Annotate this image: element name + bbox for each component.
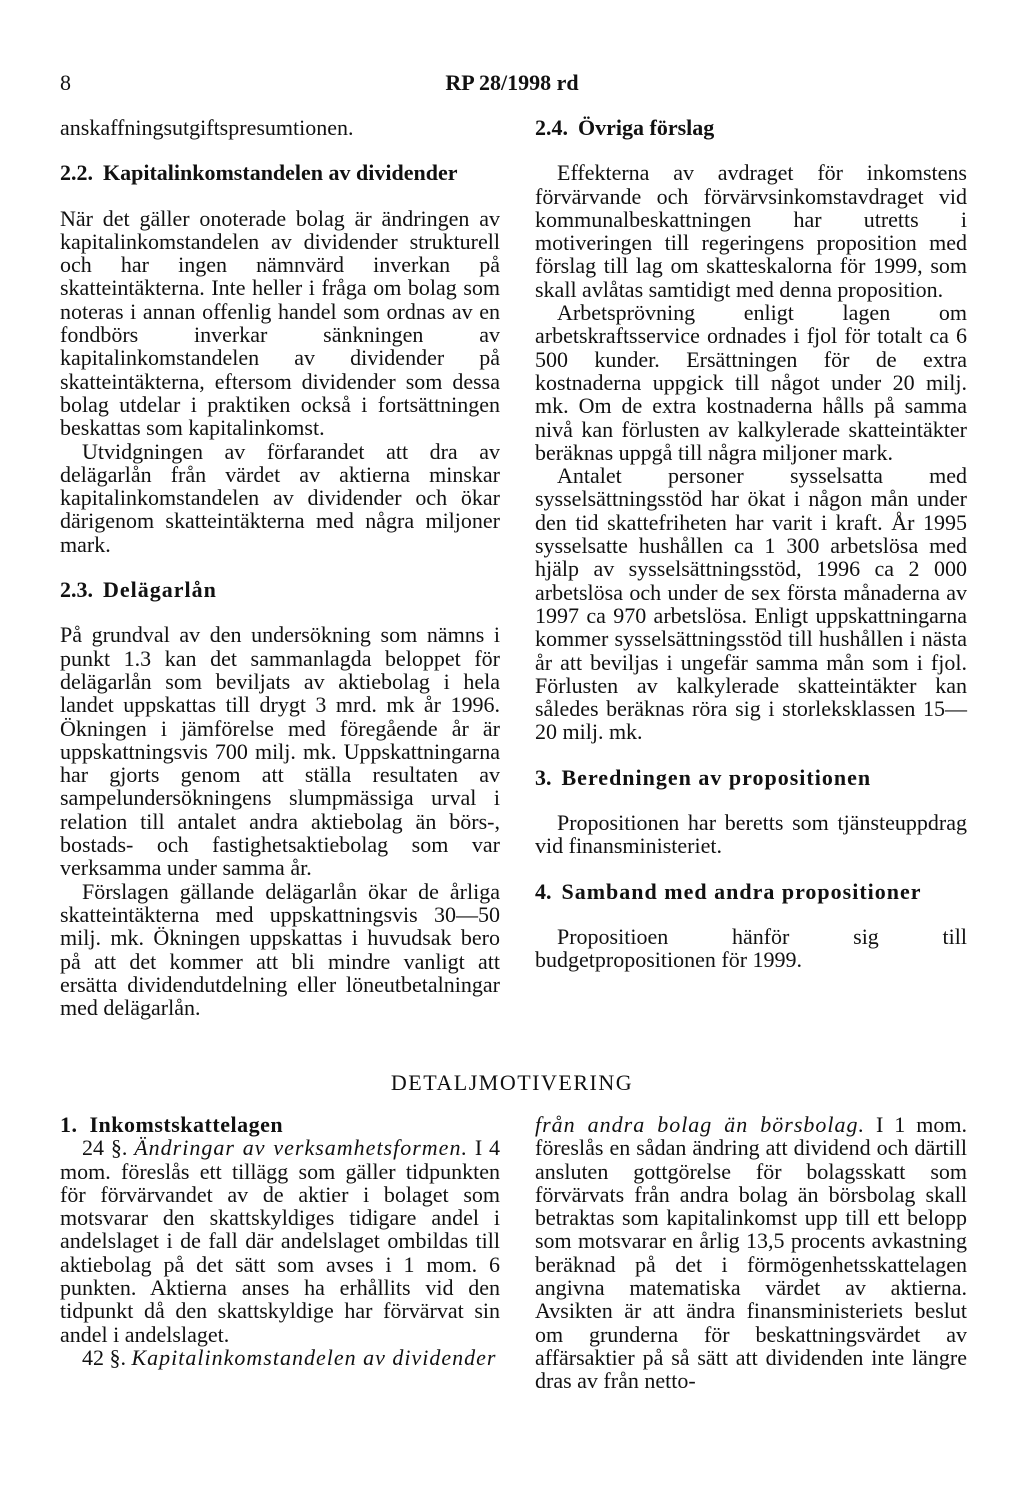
section-title: Samband med andra propositioner bbox=[561, 878, 922, 904]
paragraph bbox=[60, 1346, 500, 1369]
section-number: 2.3. bbox=[60, 577, 93, 603]
paragraph: Arbetsprövning enligt lagen om arbetskraftsservice ordnades i fjol för totalt ca 6 500 kunder. Ersättningen för de extra kostnaderna uppgick till något under 20 milj. mk. Om de extra kostnaderna hålls på samma nivå kan förlusten av kalkylerade skatteintäkter beräknas uppgå till några miljoner mark. bbox=[535, 300, 967, 465]
paragraph-lead: 24 §. bbox=[82, 1135, 128, 1161]
paragraph-italic: Kapitalinkomstandelen av dividender bbox=[131, 1344, 497, 1370]
section-title: Övriga förslag bbox=[578, 115, 715, 140]
paragraph-italic: Ändringar av verksamhetsformen. bbox=[134, 1135, 468, 1161]
paragraph: På grundval av den undersökning som nämns i punkt 1.3 kan det sammanlagda beloppet för delägarlån som beviljats av aktiebolag i hela landet uppskattas till drygt 3 mrd. mk år 1996. Ökningen i jämförelse med föregående år är uppskattningsvis 700 milj. mk. Uppskattningarna har gjorts genom att ställa resultaten av sampelundersökningens slumpmässiga urval i relation till antalet andra aktiebolag än börs-, bostads- och fastighetsaktiebolag som var verksamma under samma år. bbox=[60, 622, 500, 881]
section-number: 2.4. bbox=[535, 115, 568, 140]
section-number: 2.2. bbox=[60, 160, 93, 186]
left-column-top bbox=[60, 116, 500, 1019]
paragraph: Propositionen har beretts som tjänsteuppdrag vid finansministeriet. bbox=[535, 810, 967, 859]
paragraph bbox=[535, 1113, 967, 1393]
paragraph: Utvidgningen av förfarandet att dra av delägarlån från värdet av aktierna minskar kapitalinkomstandelen av dividender och ökar därigenom skatteintäkterna med några miljoner mark. bbox=[60, 438, 500, 557]
paragraph-lead: 42 §. bbox=[82, 1344, 126, 1370]
paragraph: När det gäller onoterade bolag är ändringen av kapitalinkomstandelen av dividender strukturell och har ingen nämnvärd inverkan på skatteintäkterna. Inte heller i fråga om bolag som noteras i annan offenlig handel som ordnas av en fondbörs inverkar sänkningen av kapitalinkomstandelen av dividender på skatteintäkterna, eftersom dividender som dessa bolag utdelar i praktiken också i fortsättningen beskattas som kapitalinkomst. bbox=[60, 205, 500, 441]
paragraph-italic: från andra bolag än börsbolag. bbox=[535, 1112, 865, 1137]
section-title: Inkomstskattelagen bbox=[89, 1112, 284, 1137]
section-number: 1. bbox=[60, 1112, 78, 1137]
section-2-4-heading bbox=[535, 116, 967, 139]
right-column-top bbox=[535, 116, 967, 972]
continuation-text: anskaffningsutgiftspresumtionen. bbox=[60, 115, 354, 140]
paragraph-text: I 1 mom. föreslås en sådan ändring att dividend och därtill ansluten gottgörelse för bolagsskatt som förvärvats från andra bolag än börsbolag skall betraktas som kapitalinkomst upp till ett belopp som motsvarar en årlig 13,5 procents avkastning beräknad på det i förmögenhetsskattelagen angivna matematiska värdet av aktierna. Avsikten är att ändra finansministeriets beslut om grunderna för beskattningsvärdet av affärsaktier på så sätt att dividenden inte längre dras av från netto- bbox=[535, 1112, 967, 1394]
section-1-heading bbox=[60, 1113, 500, 1136]
page-number: 8 bbox=[60, 70, 71, 95]
section-number: 4. bbox=[535, 878, 552, 904]
running-head: RP 28/1998 rd bbox=[445, 70, 579, 95]
section-4-heading bbox=[535, 880, 967, 903]
detail-heading: DETALJMOTIVERING bbox=[390, 1070, 634, 1095]
paragraph: Antalet personer sysselsatta med sysselsättningsstöd har ökat i någon mån under den tid skattefriheten har varit i kraft. År 1995 sysselsatte hushållen ca 1 300 arbetslösa med hjälp av sysselsättningsstöd, 1996 ca 2 000 arbetslösa och under de sex första månaderna av 1997 ca 970 arbetslösa. Enligt uppskattningarna kommer sysselsättningsstöd till hushållen i nästa år att beviljas i ungefär samma mån som i fjol. Förlusten av kalkylerade skatteintäkter kan således beräknas röra sig i storleksklassen 15—20 milj. mk. bbox=[535, 463, 967, 745]
paragraph: Propositioen hänför sig till budgetpropositionen för 1999. bbox=[535, 923, 967, 973]
section-number: 3. bbox=[535, 764, 552, 790]
paragraph: Förslagen gällande delägarlån ökar de årliga skatteintäkterna med uppskattningsvis 30—50 milj. mk. Ökningen uppskattas i huvudsak bero på att det kommer att bli mindre vanligt att ersätta dividendutdelning eller löneutbetalningar med delägarlån. bbox=[60, 878, 500, 1021]
section-title: Delägarlån bbox=[103, 577, 217, 603]
left-column-bottom bbox=[60, 1113, 500, 1369]
section-title: Beredningen av propositionen bbox=[561, 764, 872, 790]
paragraph bbox=[60, 1136, 500, 1346]
section-2-2-heading bbox=[60, 161, 500, 184]
section-2-3-heading bbox=[60, 578, 500, 601]
paragraph: Effekterna av avdraget för inkomstens förvärvande och förvärvsinkomstavdraget vid kommunalbeskattningen har utretts i motiveringen till regeringens proposition med förslag till lag om skatteskalorna för 1999, som skall avlåtas samtidigt med denna proposition. bbox=[535, 160, 967, 302]
right-column-bottom bbox=[535, 1113, 967, 1393]
section-title: Kapitalinkomstandelen av dividender bbox=[103, 160, 458, 186]
paragraph-text: I 4 mom. föreslås ett tillägg som gäller tidpunkten för förvärvandet av de aktier i bolaget som motsvarar den skattskyldiges tidigare andel i andelslaget i de fall där andelslaget ombildas till aktiebolag på det sätt som avses i 1 mom. 6 punkten. Aktierna anses ha erhållits vid den tidpunkt då den skattskyldige har förvärvat sin andel i andelslaget. bbox=[60, 1135, 500, 1347]
section-3-heading bbox=[535, 766, 967, 789]
